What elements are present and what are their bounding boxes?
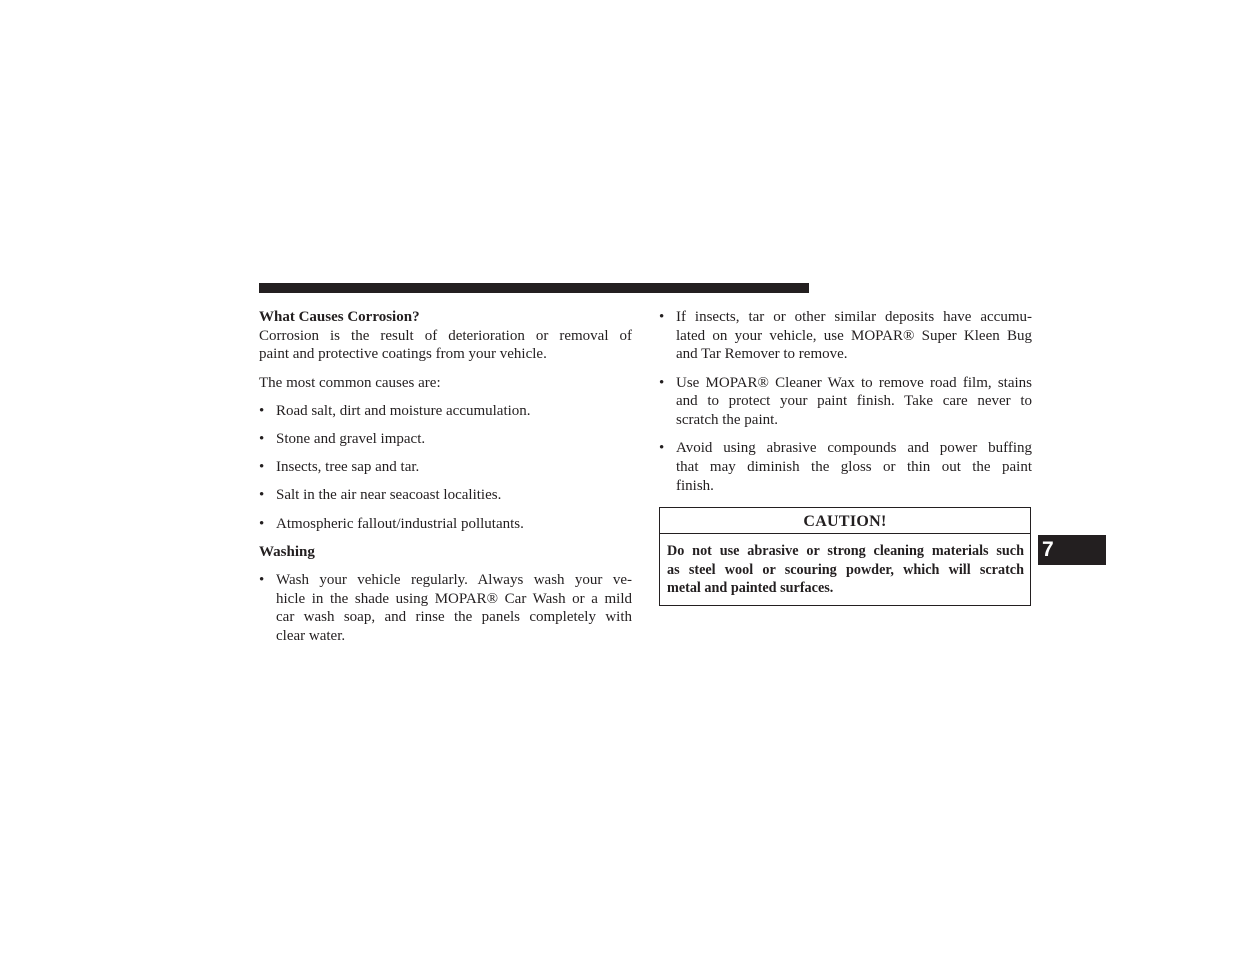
text-line: and to protect your paint finish. Take care never to [676, 393, 1032, 410]
text-line: clear water. [276, 627, 346, 644]
bullet-item [659, 439, 1032, 495]
bullet-icon: • [659, 309, 665, 325]
section-rule [259, 283, 809, 293]
text-line: paint and protective coatings from your vehicle. [259, 346, 547, 363]
text-line: finish. [676, 477, 714, 494]
text-line: and Tar Remover to remove. [676, 346, 848, 363]
text-line: that may diminish the gloss or thin out the paint [676, 458, 1032, 475]
bullet-icon: • [259, 487, 265, 504]
bullet-item [259, 430, 632, 449]
right-column [659, 308, 1032, 505]
bullet-icon: • [259, 459, 265, 476]
bullet-item [259, 402, 632, 421]
bullet-item [259, 486, 632, 505]
bullet-item [659, 308, 1032, 364]
text-line: The most common causes are: [259, 374, 441, 391]
caution-box [659, 507, 1031, 606]
text-line: If insects, tar or other similar deposits have accumu- [676, 309, 1032, 325]
text-line: as steel wool or scouring powder, which will scratch [667, 561, 1024, 578]
text-line: Insects, tree sap and tar. [276, 459, 420, 476]
section-heading [259, 543, 632, 562]
caution-body [660, 534, 1030, 605]
bullet-icon: • [259, 402, 265, 419]
text-line: Wash your vehicle regularly. Always wash your ve- [276, 571, 632, 588]
paragraph [259, 327, 632, 364]
text-line: scratch the paint. [676, 411, 779, 428]
text-line: Road salt, dirt and moisture accumulation. [276, 402, 531, 419]
section-heading [259, 308, 632, 327]
bullet-item [259, 571, 632, 646]
bullet-icon: • [659, 440, 665, 457]
bullet-item [259, 458, 632, 477]
bullet-item [659, 374, 1032, 430]
bullet-item [259, 515, 632, 534]
text-line: Atmospheric fallout/industrial pollutants. [276, 515, 524, 532]
text-line: Do not use abrasive or strong cleaning materials such [667, 543, 1024, 559]
bullet-icon: • [259, 515, 265, 532]
text-line: hicle in the shade using MOPAR® Car Wash or a mild [276, 590, 632, 607]
text-line: lated on your vehicle, use MOPAR® Super Kleen Bug [676, 327, 1032, 344]
text-line: Use MOPAR® Cleaner Wax to remove road film, stains [676, 374, 1032, 391]
caution-title: CAUTION! [660, 508, 1030, 534]
text-line: car wash soap, and rinse the panels completely with [276, 609, 632, 626]
bullet-icon: • [659, 374, 665, 391]
text-line: Washing [259, 543, 315, 560]
text-line: Stone and gravel impact. [276, 430, 426, 447]
text-line: Corrosion is the result of deterioration or removal of [259, 327, 632, 344]
bullet-icon: • [259, 571, 265, 588]
text-line: Avoid using abrasive compounds and power buffing [676, 440, 1032, 457]
bullet-icon: • [259, 430, 265, 447]
paragraph [259, 374, 632, 393]
text-line: Salt in the air near seacoast localities. [276, 487, 502, 504]
text-line: What Causes Corrosion? [259, 309, 420, 325]
left-column [259, 308, 632, 655]
chapter-tab: 7 [1038, 535, 1106, 565]
text-line: metal and painted surfaces. [667, 580, 834, 596]
